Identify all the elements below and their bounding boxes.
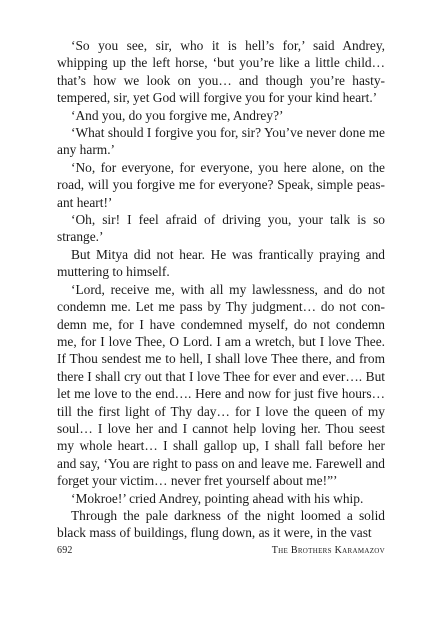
running-title: The Brothers Karamazov	[271, 545, 385, 556]
paragraph: ‘And you, do you forgive me, Andrey?’	[71, 107, 284, 123]
paragraph: ‘So you see, sir, who it is hell’s for,’ said Andrey, whipping up the left horse, ‘but you’re like a little child… that’s how we look on you… and though you’re hasty-tempered, sir, yet God will forgive you for your kind heart.’	[57, 38, 385, 106]
body-text	[57, 37, 385, 542]
paragraph: ‘Lord, receive me, with all my lawlessness, and do not condemn me. Let me pass by Thy judgment… do not condemn me, for I have condemned myself, do not condemn me, for I love Thee, O Lord. I am a wretch, but I love Thee. If Thou sendest me to hell, I shall love Thee there, and from there I shall cry out that I love Thee for ever and ever…. But let me love to the end…. Here and now for just five hours… till the first light of Thy day… for I love the queen of my soul… I love her and I cannot help loving her. Thou seest my whole heart… I shall gallop up, I shall fall before her and say, ‘You are right to pass on and leave me. Farewell and forget your victim… never fret yourself about me!”’	[57, 281, 385, 489]
paragraph: But Mitya did not hear. He was frantically praying and muttering to himself.	[57, 246, 385, 280]
paragraph: Through the pale darkness of the night loomed a solid black mass of buildings, flung down, as it were, in the vast	[57, 507, 385, 541]
paragraph: ‘No, for everyone, for everyone, you here alone, on the road, will you forgive me for everyone? Speak, simple peasant heart!’	[57, 159, 385, 210]
page-footer	[57, 545, 385, 556]
paragraph: ‘What should I forgive you for, sir? You’ve never done me any harm.’	[57, 125, 385, 158]
paragraph: ‘Oh, sir! I feel afraid of driving you, your talk is so strange.’	[57, 212, 385, 245]
page-number: 692	[57, 545, 73, 556]
paragraph: ‘Mokroe!’ cried Andrey, pointing ahead with his whip.	[71, 490, 364, 506]
